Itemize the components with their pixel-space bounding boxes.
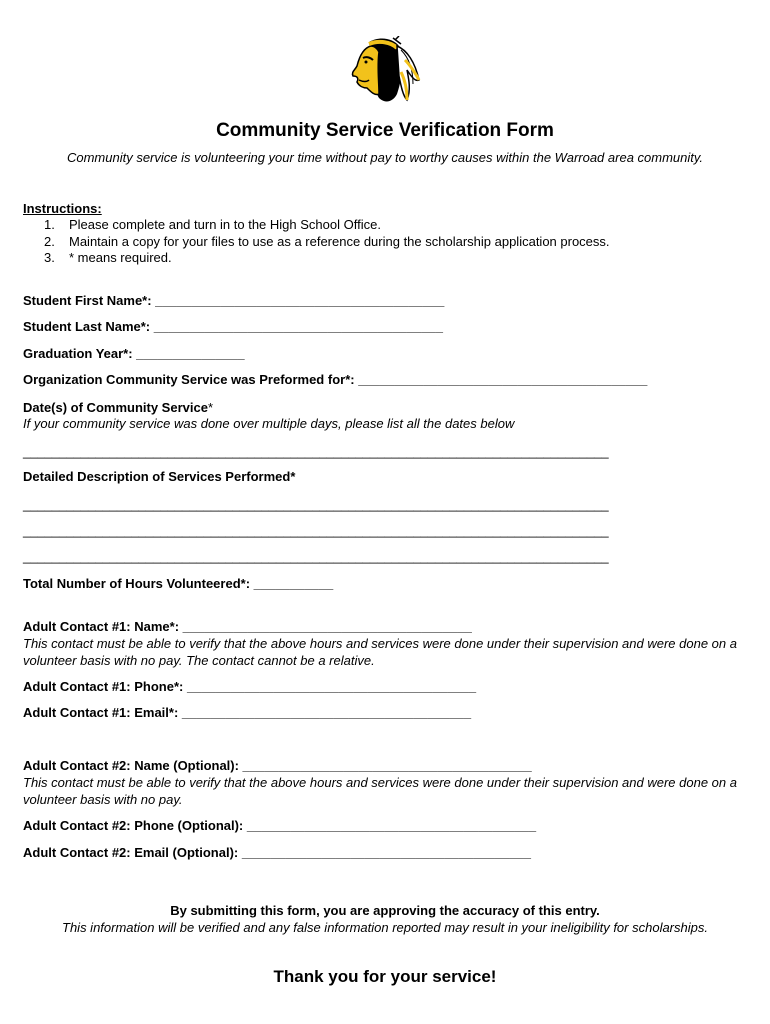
- description-input-line[interactable]: _________________________________________________________________________________: [23, 549, 609, 564]
- instruction-item: [23, 234, 610, 251]
- contact2-name-field[interactable]: Adult Contact #2: Name (Optional): ________________________________________: [23, 758, 532, 773]
- organization-field[interactable]: Organization Community Service was Preformed for*: ________________________________________: [23, 372, 648, 387]
- school-logo: [349, 36, 425, 106]
- contact2-phone-field[interactable]: Adult Contact #2: Phone (Optional): ________________________________________: [23, 818, 537, 833]
- page-subtitle: Community service is volunteering your time without pay to worthy causes within the Warroad area community.: [66, 150, 704, 165]
- student-first-name-field[interactable]: Student First Name*: ________________________________________: [23, 293, 445, 308]
- instruction-item: [23, 217, 610, 234]
- contact1-name-field[interactable]: Adult Contact #1: Name*: ________________________________________: [23, 619, 472, 634]
- instruction-text: Maintain a copy for your files to use as a reference during the scholarship application process.: [69, 233, 610, 249]
- student-last-name-field[interactable]: Student Last Name*: ________________________________________: [23, 319, 443, 334]
- instruction-text: * means required.: [69, 250, 172, 265]
- contact1-note: This contact must be able to verify that the above hours and services were done under their supervision and were done on a volunteer basis with no pay. The contact cannot be a relative.: [23, 636, 737, 668]
- instruction-text: Please complete and turn in to the High School Office.: [69, 217, 381, 232]
- instruction-number: 1.: [44, 217, 55, 232]
- required-marker: *: [207, 400, 213, 415]
- contact2-note: This contact must be able to verify that the above hours and services were done under their supervision and were done on a volunteer basis with no pay.: [23, 775, 737, 807]
- instructions-list: [23, 217, 610, 267]
- instruction-item: [23, 250, 610, 267]
- contact1-email-field[interactable]: Adult Contact #1: Email*: ________________________________________: [23, 705, 472, 720]
- dates-note: If your community service was done over multiple days, please list all the dates below: [23, 416, 515, 431]
- page-title: Community Service Verification Form: [216, 120, 554, 141]
- dates-section-label: [23, 399, 213, 417]
- instructions-heading: Instructions:: [23, 201, 102, 216]
- dates-label: Date(s) of Community Service: [23, 400, 208, 415]
- description-input-line[interactable]: _________________________________________________________________________________: [23, 497, 609, 512]
- description-label: Detailed Description of Services Performed*: [23, 469, 296, 484]
- approval-statement: By submitting this form, you are approving the accuracy of this entry.: [170, 903, 600, 918]
- description-input-line[interactable]: _________________________________________________________________________________: [23, 523, 609, 538]
- verification-warning: This information will be verified and any false information reported may result in your ineligibility for scholarships.: [62, 920, 708, 935]
- contact2-email-field[interactable]: Adult Contact #2: Email (Optional): ________________________________________: [23, 845, 532, 860]
- instruction-number: 3.: [44, 250, 55, 265]
- contact1-phone-field[interactable]: Adult Contact #1: Phone*: ________________________________________: [23, 679, 477, 694]
- warrior-head-logo-icon: [349, 36, 425, 106]
- total-hours-field[interactable]: Total Number of Hours Volunteered*: ___________: [23, 576, 334, 591]
- thank-you-message: Thank you for your service!: [273, 967, 497, 986]
- dates-input-line[interactable]: _________________________________________________________________________________: [23, 444, 609, 459]
- graduation-year-field[interactable]: Graduation Year*: _______________: [23, 346, 245, 361]
- instruction-number: 2.: [44, 233, 55, 249]
